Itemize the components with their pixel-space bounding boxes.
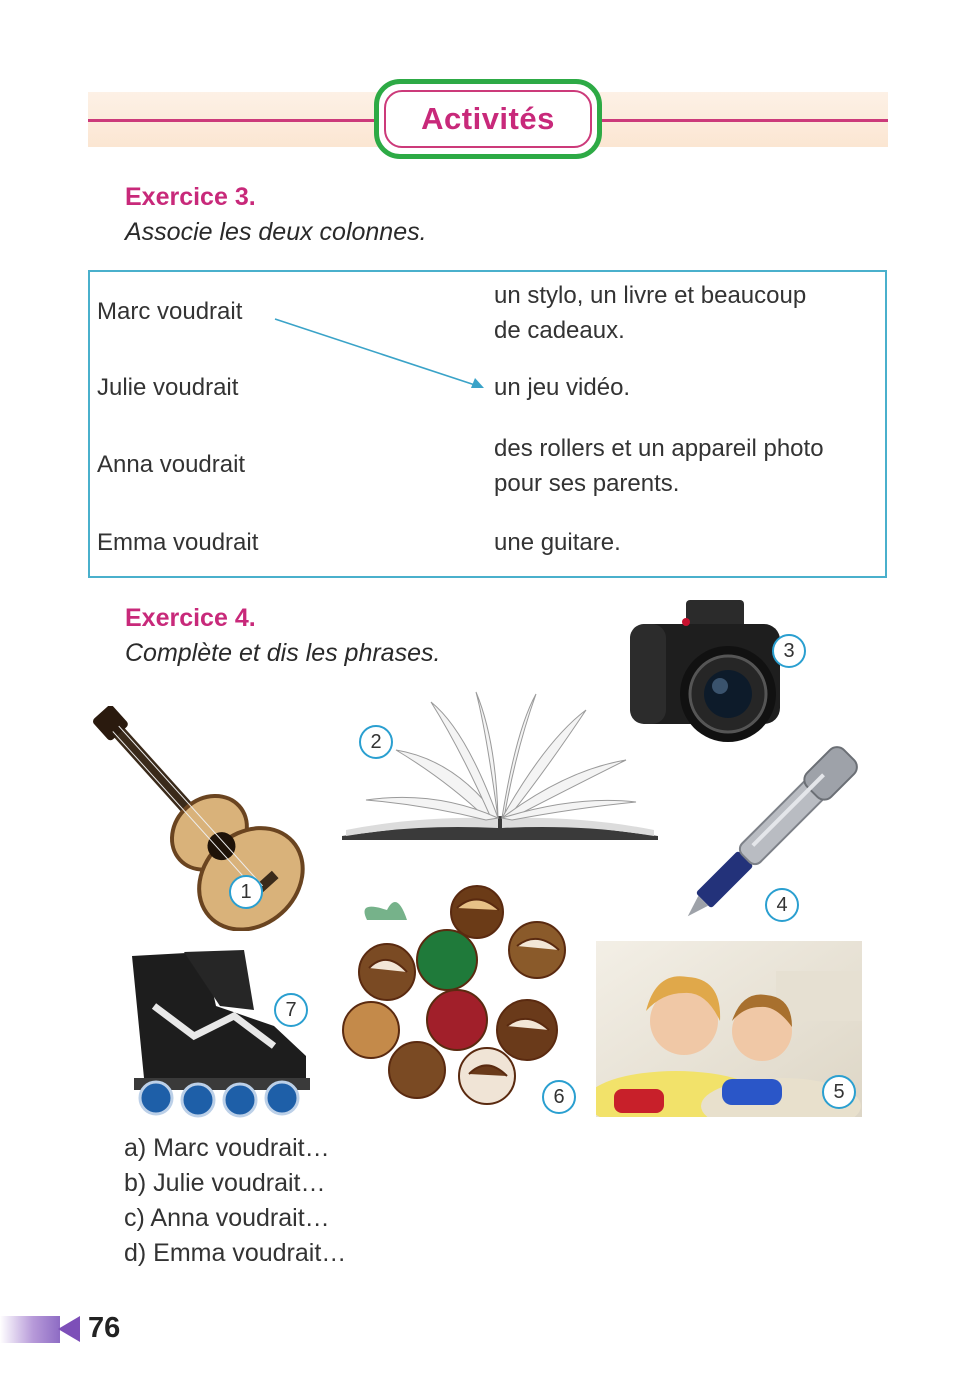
number-badge-1 bbox=[229, 875, 263, 909]
number-badge-7-label: 7 bbox=[285, 998, 297, 1021]
exercise-4-title: Exercice 4. bbox=[125, 604, 256, 632]
sentence-c: c) Anna voudrait… bbox=[124, 1204, 330, 1232]
book-icon bbox=[336, 690, 664, 840]
page-arrow-icon bbox=[58, 1316, 80, 1342]
number-badge-6-label: 6 bbox=[553, 1085, 565, 1108]
right-item-rollers-line2: pour ses parents. bbox=[494, 470, 680, 497]
candies-icon bbox=[337, 880, 595, 1108]
number-badge-1-label: 1 bbox=[240, 880, 252, 903]
right-item-stylo-line2: de cadeaux. bbox=[494, 317, 625, 344]
number-badge-4 bbox=[765, 888, 799, 922]
page-title: Activités bbox=[421, 101, 555, 136]
left-item-emma[interactable]: Emma voudrait bbox=[97, 529, 259, 556]
exercise-4-instruction: Complète et dis les phrases. bbox=[125, 639, 441, 667]
number-badge-5 bbox=[822, 1075, 856, 1109]
number-badge-3 bbox=[772, 634, 806, 668]
matching-table bbox=[88, 270, 887, 578]
number-badge-7 bbox=[274, 993, 308, 1027]
left-item-julie[interactable]: Julie voudrait bbox=[97, 374, 239, 401]
exercise-3-title: Exercice 3. bbox=[125, 183, 256, 211]
roller-skate-icon bbox=[124, 946, 318, 1118]
number-badge-2-label: 2 bbox=[370, 730, 382, 753]
number-badge-2 bbox=[359, 725, 393, 759]
header-badge bbox=[374, 79, 602, 159]
sentence-d: d) Emma voudrait… bbox=[124, 1239, 347, 1267]
right-item-jeu[interactable]: un jeu vidéo. bbox=[494, 374, 631, 401]
page-number: 76 bbox=[88, 1312, 121, 1344]
right-item-rollers-line1: des rollers et un appareil photo bbox=[494, 435, 824, 462]
number-badge-3-label: 3 bbox=[783, 639, 795, 662]
left-item-marc[interactable]: Marc voudrait bbox=[97, 298, 243, 325]
page-tab bbox=[0, 1316, 60, 1343]
number-badge-6 bbox=[542, 1080, 576, 1114]
sentence-b: b) Julie voudrait… bbox=[124, 1169, 326, 1197]
right-item-guitare[interactable]: une guitare. bbox=[494, 529, 621, 556]
header-badge-inner bbox=[384, 90, 592, 148]
number-badge-5-label: 5 bbox=[833, 1080, 845, 1103]
left-item-anna[interactable]: Anna voudrait bbox=[97, 451, 246, 478]
right-item-stylo-line1: un stylo, un livre et beaucoup bbox=[494, 282, 807, 309]
exercise-3-instruction: Associe les deux colonnes. bbox=[125, 218, 427, 246]
example-arrow bbox=[90, 272, 889, 580]
sentence-a: a) Marc voudrait… bbox=[124, 1134, 330, 1162]
number-badge-4-label: 4 bbox=[776, 893, 788, 916]
guitar-icon bbox=[92, 706, 320, 931]
